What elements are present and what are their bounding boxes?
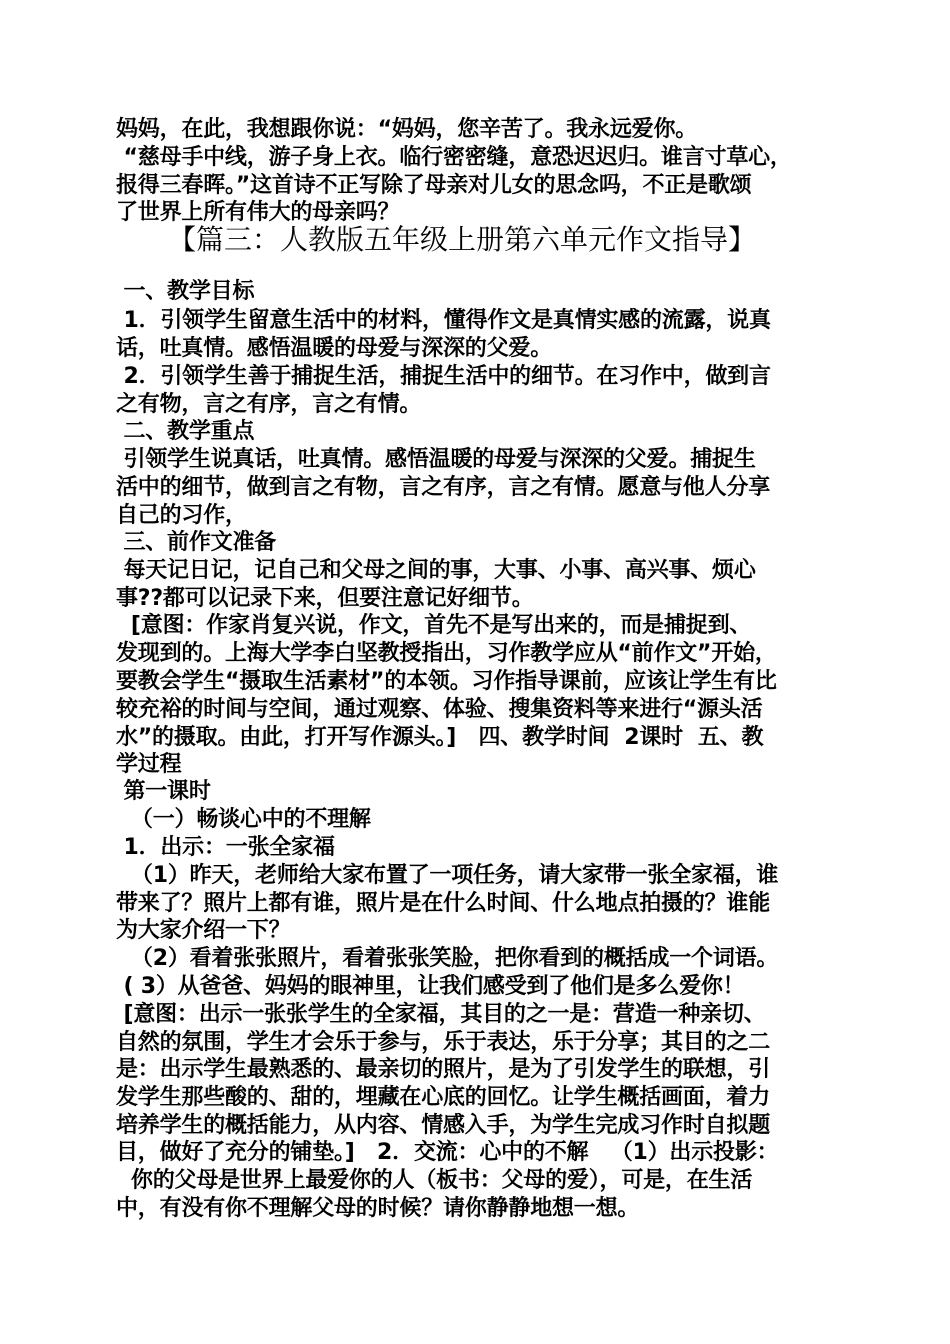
text-line: 1．出示：一张全家福 [116,835,335,860]
text-line: 较充裕的时间与空间，通过观察、体验、搜集资料等来进行“源头活 [116,697,763,722]
text-line: 为大家介绍一下？ [116,918,291,943]
text-line: 带来了？照片上都有谁，照片是在什么时间、什么地点拍摄的？谁能 [116,891,771,916]
text-line: 发学生那些酸的、甜的，埋藏在心底的回忆。让学生概括画面，着力 [116,1085,771,1110]
text-line: 话，吐真情。感悟温暖的母爱与深深的父爱。 [116,336,553,361]
text-line: 每天记日记，记自己和父母之间的事，大事、小事、高兴事、烦心 [116,558,756,583]
text-line: 事??都可以记录下来，但要注意记好细节。 [116,586,534,611]
text-line: 活中的细节，做到言之有物，言之有序，言之有情。愿意与他人分享 [116,475,771,500]
text-line: 报得三春晖。”这首诗不正写除了母亲对儿女的思念吗，不正是歌颂 [116,173,752,198]
text-line: 要教会学生“摄取生活素材”的本领。习作指导课前，应该让学生有比 [116,669,777,694]
text-line: 妈妈，在此，我想跟你说：“妈妈，您辛苦了。我永远爱你。 [116,117,698,142]
text-line: 发现到的。上海大学李白坚教授指出，习作教学应从“前作文”开始， [116,641,777,666]
text-line: 你的父母是世界上最爱你的人（板书：父母的爱），可是，在生活 [116,1168,753,1193]
text-line: 2．引领学生善于捕捉生活，捕捉生活中的细节。在习作中，做到言 [116,364,771,389]
heading-pre-writing: 三、前作文准备 [116,530,277,555]
heading-first-lesson: 第一课时 [116,779,211,804]
text-line: 1．引领学生留意生活中的材料，懂得作文是真情实感的流露，说真 [116,308,771,333]
text-line: 培养学生的概括能力，从内容、情感入手，为学生完成习作时自拟题 [116,1113,771,1138]
text-line: （1）昨天，老师给大家布置了一项任务，请大家带一张全家福，谁 [116,863,779,888]
text-line: 目，做好了充分的铺垫。] 2．交流：心中的不解 （1）出示投影： [116,1140,779,1165]
text-line: 引领学生说真话，吐真情。感悟温暖的母爱与深深的父爱。捕捉生 [116,447,756,472]
text-line: （2）看着张张照片，看着张张笑脸，把你看到的概括成一个词语。 [116,946,779,971]
text-line: “慈母手中线，游子身上衣。临行密密缝，意恐迟迟归。谁言寸草心， [116,145,792,170]
text-line: 自然的氛围，学生才会乐于参与，乐于表达，乐于分享；其目的之二 [116,1030,771,1055]
text-line: [意图：作家肖复兴说，作文，首先不是写出来的，而是捕捉到、 [116,613,752,638]
text-line: 了世界上所有伟大的母亲吗？ [116,200,400,225]
text-line: [意图：出示一张张学生的全家福，其目的之一是：营造一种亲切、 [116,1002,766,1027]
text-line: 之有物，言之有序，言之有情。 [116,392,422,417]
heading-teaching-goals: 一、教学目标 [116,279,255,304]
text-line: 中，有没有你不理解父母的时候？请你静静地想一想。 [116,1196,640,1221]
text-line: 学过程 [116,752,182,777]
section-title: 【篇三：人教版五年级上册第六单元作文指导】 [168,223,757,256]
text-line: 水”的摄取。由此，打开写作源头。] 四、教学时间 2课时 五、教 [116,725,764,750]
text-line: 自己的习作， [116,503,247,528]
heading-teaching-focus: 二、教学重点 [116,419,255,444]
text-line: ( 3）从爸爸、妈妈的眼神里，让我们感受到了他们是多么爱你！ [116,974,745,999]
text-line: 是：出示学生最熟悉的、最亲切的照片，是为了引发学生的联想，引 [116,1057,771,1082]
heading-subsection: （一）畅谈心中的不理解 [116,807,371,832]
